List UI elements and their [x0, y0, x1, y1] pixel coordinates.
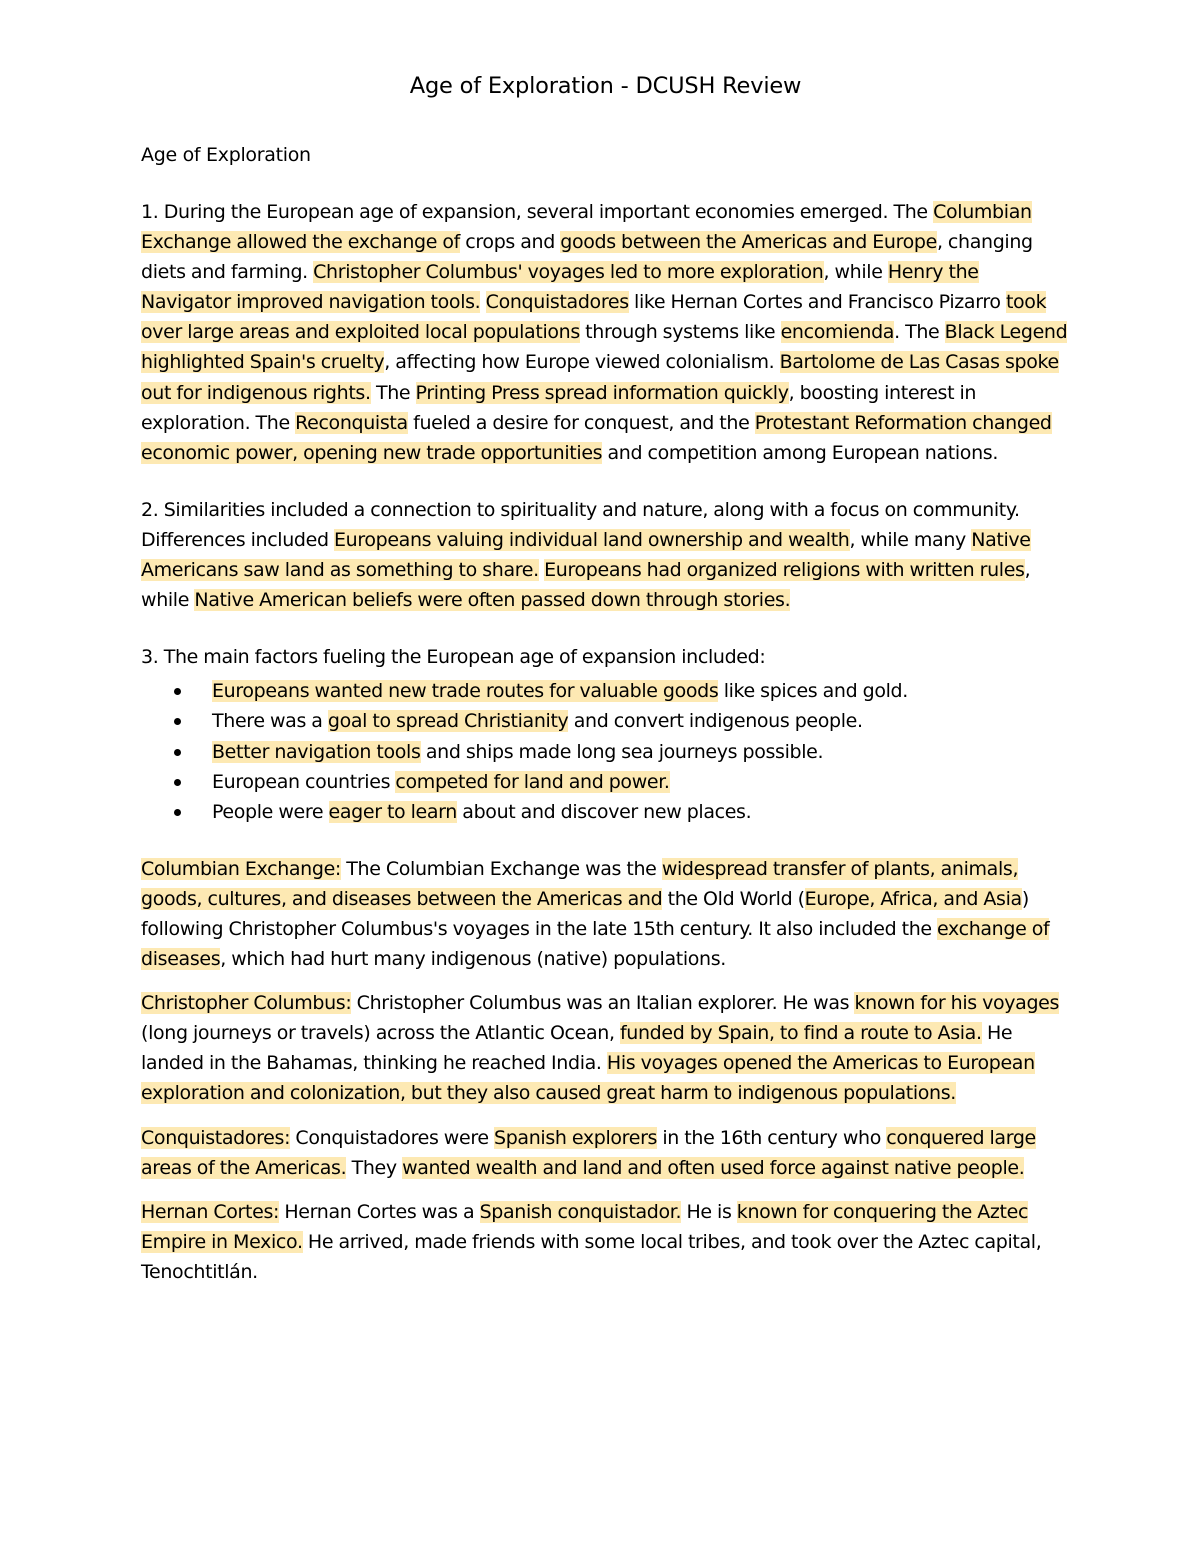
highlighted-text: Conquistadores: [141, 1126, 291, 1149]
list-item [212, 767, 1070, 797]
text-run: , boosting interest in exploration. The [141, 381, 977, 434]
factors-intro: 3. The main factors fueling the European age of expansion included: [141, 646, 766, 669]
definition-columbian-exchange [141, 854, 1070, 974]
highlighted-text: competed for land and power. [395, 770, 670, 793]
list-item [212, 737, 1070, 767]
text-run: , affecting how Europe viewed colonialism. [384, 351, 780, 374]
text-run: He is [681, 1200, 737, 1223]
bullet-icon [174, 749, 181, 756]
bullet-icon [174, 718, 181, 725]
text-run: 2. Similarities included a connection to spirituality and nature, along with a focus on community. Differences included [141, 498, 1020, 551]
highlighted-text: Europeans valuing individual land ownership and wealth [333, 528, 850, 551]
highlighted-text: Native American beliefs were often passed down through stories. [194, 589, 791, 612]
text-run: He landed in the Bahamas, thinking he reached India. [141, 1022, 1013, 1075]
text-run: , while many [849, 528, 972, 551]
highlighted-text: Bartolome de Las Casas spoke out for indigenous rights. [141, 351, 1059, 404]
highlighted-text: eager to learn [328, 800, 457, 823]
highlighted-text: Conquistadores [485, 291, 629, 314]
text-run: European countries [212, 770, 396, 793]
section-heading: Age of Exploration [141, 144, 311, 166]
highlighted-text: Christopher Columbus' voyages led to more exploration [313, 261, 824, 284]
list-item [212, 706, 1070, 736]
text-run: crops and [460, 231, 561, 254]
document-title: Age of Exploration - DCUSH Review [409, 73, 802, 99]
factors-list [141, 676, 1070, 826]
highlighted-text: known for conquering the Aztec Empire in Mexico. [141, 1200, 1029, 1253]
text-run: . The [894, 321, 945, 344]
highlighted-text: Spanish conquistador. [479, 1200, 682, 1223]
highlighted-text: Europeans had organized religions with written rules [544, 559, 1025, 582]
bullet-icon [174, 809, 181, 816]
text-run: the Old World ( [662, 887, 805, 910]
highlighted-text: goal to spread Christianity [327, 710, 569, 733]
text-run: and competition among European nations. [602, 441, 999, 464]
list-item-text [212, 710, 863, 732]
text-run: in the 16th century who [657, 1126, 887, 1149]
text-run: Hernan Cortes was a [279, 1200, 480, 1223]
text-run: ) following Christopher Columbus's voyages in the late 15th century. It also included the [141, 887, 1029, 940]
text-run: Christopher Columbus was an Italian explorer. He was [351, 992, 855, 1015]
highlighted-text: Protestant Reformation changed economic power, opening new trade opportunities [141, 411, 1052, 464]
text-run: through systems like [579, 321, 781, 344]
highlighted-text: encomienda [780, 321, 895, 344]
text-run: like Hernan Cortes and Francisco Pizarro [628, 291, 1006, 314]
highlighted-text: Columbian Exchange: [141, 857, 341, 880]
text-run: about and discover new places. [457, 800, 752, 823]
text-run: and convert indigenous people. [568, 710, 863, 733]
text-run: The Columbian Exchange was the [340, 857, 662, 880]
bullet-icon [174, 779, 181, 786]
highlighted-text: Columbian Exchange allowed the exchange of [141, 201, 1032, 254]
text-run: He arrived, made friends with some local tribes, and took over the Aztec capital, Tenochtitlán. [141, 1230, 1042, 1283]
list-item-text [212, 680, 908, 702]
highlighted-text: goods between the Americas and Europe [560, 231, 937, 254]
text-run: , while [141, 559, 1031, 612]
list-item-text [212, 771, 670, 793]
text-run: There was a [212, 710, 328, 733]
highlighted-text: wanted wealth and land and often used force against native people. [402, 1156, 1025, 1179]
definition-conquistadores [141, 1123, 1070, 1183]
highlighted-text: funded by Spain, to find a route to Asia. [619, 1022, 982, 1045]
paragraph-economies [141, 197, 1070, 468]
text-run: , while [823, 261, 888, 284]
text-run: 1. During the European age of expansion, several important economies emerged. The [141, 201, 934, 223]
list-item-text [212, 801, 751, 823]
highlighted-text: Black Legend highlighted Spain's cruelty [141, 321, 1068, 374]
highlighted-text: Europe, Africa, and Asia [804, 887, 1022, 910]
text-run: People were [212, 800, 329, 823]
highlighted-text: Reconquista [295, 411, 408, 434]
text-run: like spices and gold. [718, 680, 908, 703]
definition-hernan-cortes [141, 1197, 1070, 1287]
highlighted-text: exchange of diseases [141, 917, 1050, 971]
text-run: , which had hurt many indigenous (native) populations. [220, 948, 726, 971]
text-run: and ships made long sea journeys possible. [420, 740, 824, 763]
list-item [212, 797, 1070, 827]
highlighted-text: Spanish explorers [494, 1126, 658, 1149]
highlighted-text: Europeans wanted new trade routes for valuable goods [212, 680, 719, 703]
highlighted-text: Printing Press spread information quickly [415, 381, 789, 404]
highlighted-text: His voyages opened the Americas to European exploration and colonization, but they also caused great harm to indigenous populations. [141, 1052, 1035, 1105]
highlighted-text: Christopher Columbus: [141, 992, 352, 1015]
paragraph-similarities [141, 495, 1070, 615]
highlighted-text: Better navigation tools [212, 740, 421, 763]
highlighted-text: conquered large areas of the Americas. [141, 1126, 1036, 1179]
definition-christopher-columbus [141, 988, 1070, 1108]
text-run: (long journeys or travels) across the Atlantic Ocean, [141, 1022, 620, 1045]
highlighted-text: took over large areas and exploited local populations [141, 291, 1047, 344]
highlighted-text: Native Americans saw land as something to share. [141, 528, 1031, 582]
text-run: fueled a desire for conquest, and the [407, 411, 755, 434]
text-run: , changing diets and farming. [141, 231, 1033, 284]
highlighted-text: known for his voyages [854, 992, 1060, 1015]
list-item [212, 676, 1070, 706]
text-run: Conquistadores were [290, 1126, 494, 1149]
text-run: They [346, 1156, 403, 1179]
highlighted-text: Hernan Cortes: [141, 1200, 280, 1223]
list-item-text [212, 741, 823, 763]
text-run [480, 291, 485, 313]
highlighted-text: Henry the Navigator improved navigation tools. [141, 261, 979, 314]
text-run: The [370, 381, 416, 404]
highlighted-text: widespread transfer of plants, animals, goods, cultures, and diseases between the Americas and [141, 857, 1019, 910]
bullet-icon [174, 688, 181, 695]
